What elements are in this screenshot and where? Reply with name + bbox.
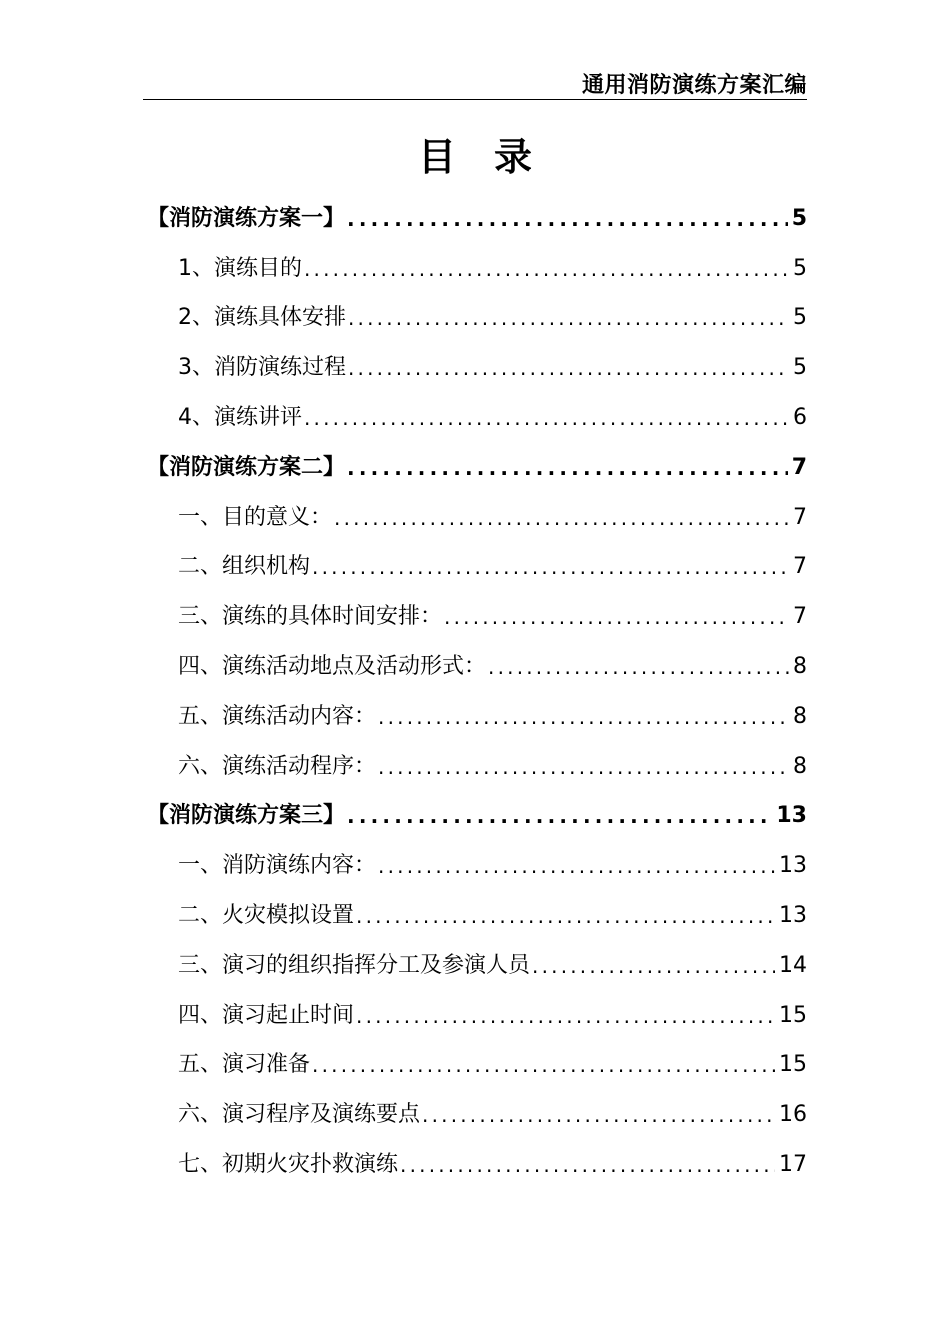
toc-dot-leader (422, 1097, 775, 1133)
toc-dot-leader (378, 699, 789, 735)
toc-entry-label: 【消防演练方案二】 (147, 454, 346, 480)
toc-entry-label: 【消防演练方案一】 (147, 205, 346, 231)
toc-dot-leader (347, 450, 788, 486)
toc-dot-leader (312, 1047, 775, 1083)
toc-page-number: 13 (779, 853, 807, 879)
toc-dot-leader (378, 848, 775, 884)
toc-entry-label: 五、演练活动内容： (178, 703, 377, 729)
toc-subsection-entry[interactable] (147, 934, 807, 984)
toc-entry-label: 四、演练活动地点及活动形式： (178, 653, 487, 679)
toc-page-number: 5 (793, 255, 807, 281)
toc-entry-label: 【消防演练方案三】 (147, 803, 346, 829)
toc-dot-leader (378, 749, 789, 785)
toc-page-number: 5 (793, 355, 807, 381)
toc-page-number: 6 (793, 404, 807, 430)
toc-entry-label: 六、演习程序及演练要点 (178, 1102, 421, 1128)
toc-subsection-entry[interactable] (147, 336, 807, 386)
toc-page-number: 15 (779, 1052, 807, 1078)
toc-subsection-entry[interactable] (147, 735, 807, 785)
toc-page-number: 5 (791, 205, 807, 231)
header-title: 通用消防演练方案汇编 (581, 73, 807, 98)
document-title: 目录 (417, 135, 570, 179)
toc-dot-leader (348, 350, 789, 386)
toc-subsection-entry[interactable] (147, 585, 807, 635)
toc-page-number: 15 (779, 1002, 807, 1028)
toc-section-entry[interactable] (147, 187, 807, 237)
toc-subsection-entry[interactable] (147, 1034, 807, 1084)
toc-subsection-entry[interactable] (147, 984, 807, 1034)
toc-entry-label: 七、初期火灾扑救演练 (178, 1151, 399, 1177)
toc-subsection-entry[interactable] (147, 1133, 807, 1183)
toc-dot-leader (348, 300, 789, 336)
toc-page-number: 7 (793, 504, 807, 530)
toc-subsection-entry[interactable] (147, 386, 807, 436)
toc-subsection-entry[interactable] (147, 237, 807, 287)
toc-dot-leader (356, 998, 775, 1034)
toc-dot-leader (304, 400, 789, 436)
toc-entry-label: 2、演练具体安排 (178, 305, 346, 331)
toc-dot-leader (304, 251, 789, 287)
toc-subsection-entry[interactable] (147, 884, 807, 934)
toc-page-number: 13 (776, 803, 807, 829)
toc-page-number: 8 (793, 753, 807, 779)
toc-dot-leader (532, 948, 775, 984)
toc-page-number: 8 (793, 703, 807, 729)
toc-entry-label: 二、火灾模拟设置 (178, 902, 355, 928)
toc-dot-leader (488, 649, 789, 685)
toc-entry-label: 二、组织机构 (178, 554, 311, 580)
toc-subsection-entry[interactable] (147, 486, 807, 536)
toc-entry-label: 4、演练讲评 (178, 404, 302, 430)
toc-subsection-entry[interactable] (147, 834, 807, 884)
toc-dot-leader (347, 798, 772, 834)
toc-dot-leader (334, 500, 789, 536)
table-of-contents (147, 187, 807, 1183)
toc-page-number: 13 (779, 902, 807, 928)
toc-page-number: 14 (779, 952, 807, 978)
toc-entry-label: 一、消防演练内容： (178, 853, 377, 879)
toc-entry-label: 3、消防演练过程 (178, 355, 346, 381)
toc-entry-label: 六、演练活动程序： (178, 753, 377, 779)
toc-entry-label: 1、演练目的 (178, 255, 302, 281)
toc-entry-label: 四、演习起止时间 (178, 1002, 355, 1028)
toc-subsection-entry[interactable] (147, 685, 807, 735)
toc-dot-leader (312, 549, 789, 585)
toc-entry-label: 一、目的意义： (178, 504, 333, 530)
toc-dot-leader (347, 201, 788, 237)
toc-page-number: 7 (793, 554, 807, 580)
toc-dot-leader (356, 898, 775, 934)
toc-page-number: 7 (791, 454, 807, 480)
toc-subsection-entry[interactable] (147, 1083, 807, 1133)
toc-page-number: 16 (779, 1102, 807, 1128)
toc-subsection-entry[interactable] (147, 536, 807, 586)
toc-page-number: 17 (779, 1151, 807, 1177)
toc-page-number: 7 (793, 604, 807, 630)
toc-entry-label: 五、演习准备 (178, 1052, 311, 1078)
toc-section-entry[interactable] (147, 785, 807, 835)
toc-dot-leader (400, 1147, 775, 1183)
toc-subsection-entry[interactable] (147, 287, 807, 337)
toc-entry-label: 三、演练的具体时间安排： (178, 604, 443, 630)
toc-subsection-entry[interactable] (147, 635, 807, 685)
toc-dot-leader (444, 599, 789, 635)
toc-entry-label: 三、演习的组织指挥分工及参演人员 (178, 952, 531, 978)
toc-page-number: 8 (793, 653, 807, 679)
toc-page-number: 5 (793, 305, 807, 331)
page-header (143, 66, 807, 100)
toc-section-entry[interactable] (147, 436, 807, 486)
